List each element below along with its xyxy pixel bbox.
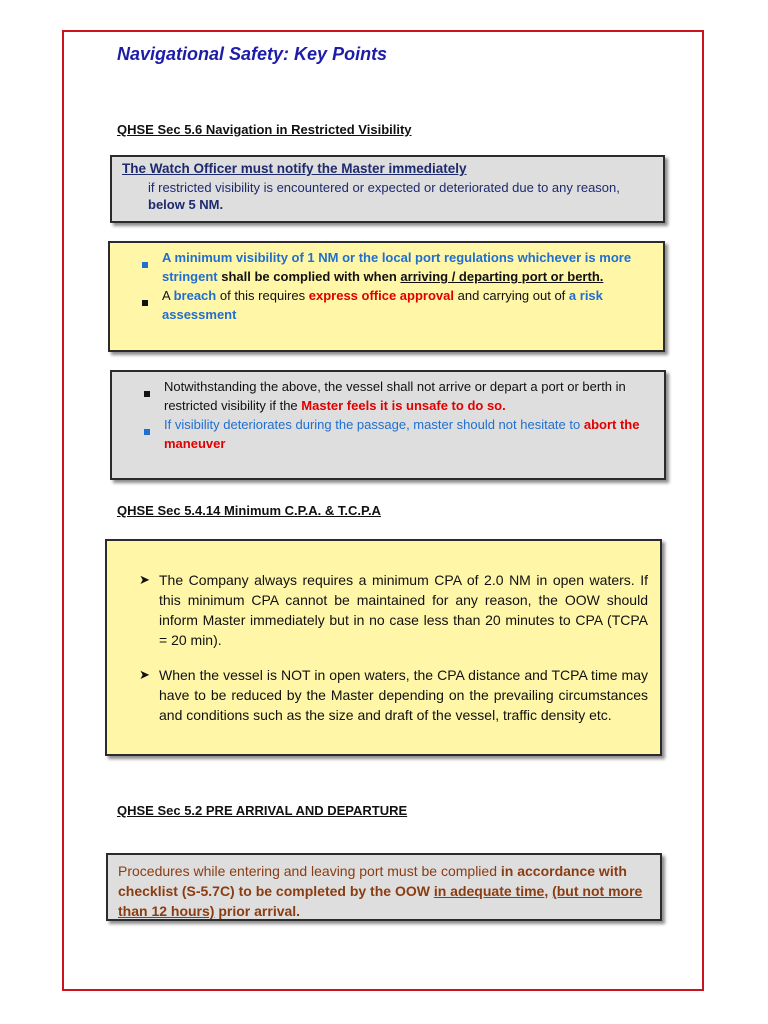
section-heading-5-6: QHSE Sec 5.6 Navigation in Restricted Visibility: [117, 122, 412, 137]
square-bullet-icon: [142, 292, 148, 298]
express-approval: express office approval: [308, 288, 454, 303]
square-bullet-icon: [144, 421, 150, 427]
list-item: [140, 248, 653, 286]
list-item: [142, 415, 654, 453]
pre-arrival-f: prior arrival.: [218, 903, 301, 919]
section-heading-5-4-14: QHSE Sec 5.4.14 Minimum C.P.A. & T.C.P.A: [117, 503, 381, 518]
minimum-visibility-list: [140, 248, 653, 324]
pre-arrival-b: in accordance with checklist (S-5.7C) to be completed by the OOW: [118, 863, 627, 899]
master-unsafe: Master feels it is unsafe to do so.: [301, 398, 506, 413]
notify-master-heading: The Watch Officer must notify the Master immediately: [122, 161, 467, 176]
pre-arrival-c: in adequate time: [433, 883, 545, 899]
visibility-rule-compliance: shall be complied with when: [221, 269, 397, 284]
visibility-deteriorates-text: If visibility deteriorates during the passage, master should not hesitate to: [164, 417, 581, 432]
minimum-visibility-box: [108, 241, 665, 352]
breach-word: breach: [173, 288, 217, 303]
notwithstanding-list: [142, 377, 654, 453]
pre-arrival-d: ,: [544, 883, 549, 899]
pre-arrival-a: Procedures while entering and leaving port must be complied: [118, 863, 497, 879]
cpa-not-open-waters: When the vessel is NOT in open waters, the CPA distance and TCPA time may have to be reduced by the Master depending on the prevailing circumstances and conditions such as the size and draft of the vessel, traffic density etc.: [159, 667, 648, 723]
pre-arrival-e: (but not more than 12 hours): [118, 883, 643, 919]
list-item: [137, 570, 648, 650]
cpa-box: [105, 539, 662, 756]
risk-assessment: a risk assessment: [162, 288, 603, 322]
list-item: [137, 665, 648, 725]
notify-master-body: [122, 179, 653, 213]
list-item: [142, 377, 654, 415]
breach-text-c: of this requires: [219, 288, 306, 303]
pre-arrival-text: [118, 861, 650, 921]
list-item: [140, 286, 653, 324]
notify-master-threshold: below 5 NM.: [148, 197, 224, 212]
breach-text-e: and carrying out of: [457, 288, 566, 303]
notwithstanding-text: Notwithstanding the above, the vessel shall not arrive or depart a port or berth in restricted visibility if the: [164, 379, 626, 413]
cpa-open-waters: The Company always requires a minimum CPA of 2.0 NM in open waters. If this minimum CPA cannot be maintained for any reason, the OOW should inform Master immediately but in no case less than 20 minutes to CPA (TCPA = 20 min).: [159, 572, 648, 648]
page-title: Navigational Safety: Key Points: [117, 44, 388, 64]
visibility-rule-text: A minimum visibility of 1 NM or the local port regulations whichever is more stringent: [162, 250, 632, 284]
cpa-list: [137, 570, 648, 725]
section-heading-5-2: QHSE Sec 5.2 PRE ARRIVAL AND DEPARTURE: [117, 803, 408, 818]
pre-arrival-box: [106, 853, 662, 921]
breach-text-a: A: [162, 288, 170, 303]
notwithstanding-box: [110, 370, 666, 480]
notify-master-box: [110, 155, 665, 223]
abort-maneuver: abort the maneuver: [164, 417, 640, 451]
notify-master-text: if restricted visibility is encountered or expected or deteriorated due to any reason,: [148, 180, 620, 195]
square-bullet-icon: [144, 383, 150, 389]
arrow-bullet-icon: ➤: [139, 572, 150, 587]
square-bullet-icon: [142, 254, 148, 260]
visibility-rule-when: arriving / departing port or berth.: [400, 269, 604, 284]
arrow-bullet-icon: ➤: [139, 667, 150, 682]
